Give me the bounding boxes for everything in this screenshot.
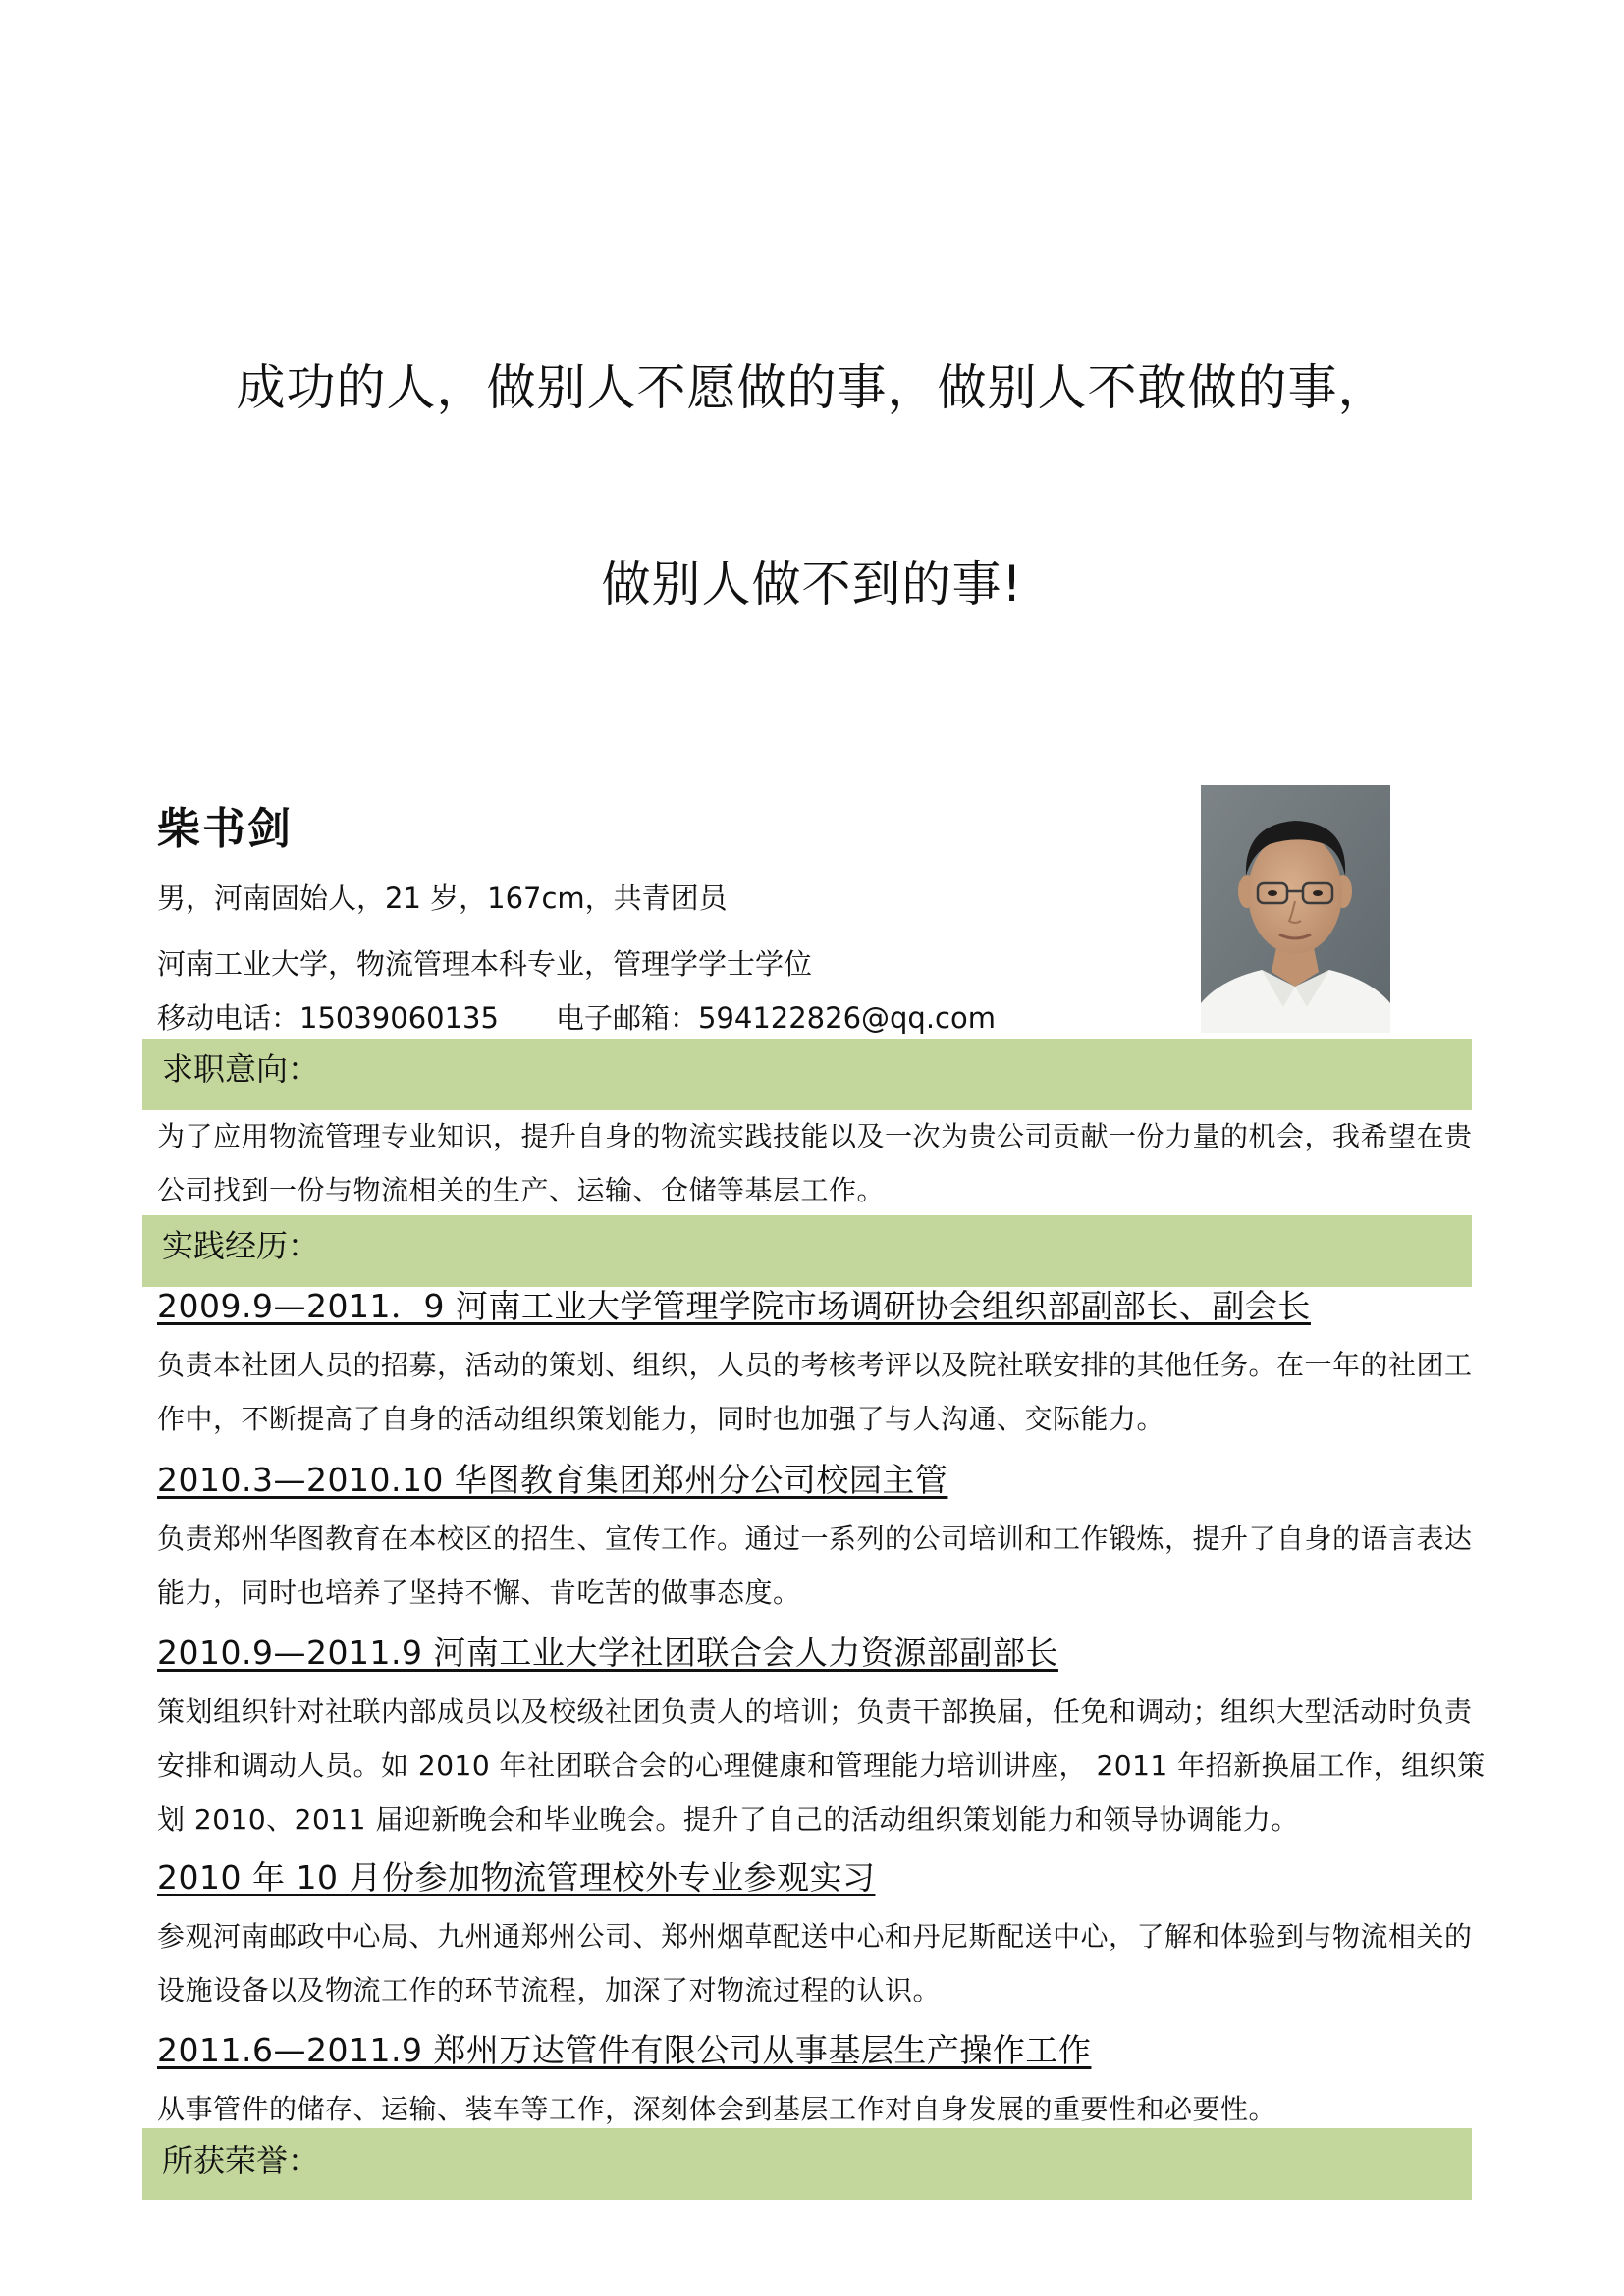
experience-heading-3: 2010.9—2011.9 河南工业大学社团联合会人力资源部副部长 xyxy=(157,1633,1058,1672)
section-header-experience: 实践经历： xyxy=(142,1215,1472,1287)
motto-line-2: 做别人做不到的事! xyxy=(601,556,1023,613)
phone-number: 移动电话：15039060135 xyxy=(157,1001,499,1035)
education-info: 河南工业大学，物流管理本科专业，管理学学士学位 xyxy=(157,947,813,981)
candidate-name: 柴书剑 xyxy=(157,804,293,854)
motto-line-1: 成功的人，做别人不愿做的事，做别人不敢做的事， xyxy=(236,359,1388,416)
objective-text: 为了应用物流管理专业知识，提升自身的物流实践技能以及一次为贵公司贡献一份力量的机会，我希望在贵公司找到一份与物流相关的生产、运输、仓储等基层工作。 xyxy=(157,1120,1473,1206)
experience-text-5: 从事管件的储存、运输、装车等工作，深刻体会到基层工作对自身发展的重要性和必要性。 xyxy=(157,2093,1277,2125)
experience-text-2: 负责郑州华图教育在本校区的招生、宣传工作。通过一系列的公司培训和工作锻炼，提升了自身的语言表达能力，同时也培养了坚持不懈、肯吃苦的做事态度。 xyxy=(157,1522,1473,1609)
experience-text-3: 策划组织针对社联内部成员以及校级社团负责人的培训；负责干部换届，任免和调动；组织大型活动时负责安排和调动人员。如 2010 年社团联合会的心理健康和管理能力培训讲座， 2011 年招新换届工作，组织策划 2010、2011 届迎新晚会和毕业晚会。提升了自己的活动组织策划能力和领导协调能力。 xyxy=(157,1695,1486,1836)
experience-heading-1: 2009.9—2011．9 河南工业大学管理学院市场调研协会组织部副部长、副会长 xyxy=(157,1287,1311,1325)
experience-heading-2: 2010.3—2010.10 华图教育集团郑州分公司校园主管 xyxy=(157,1461,948,1499)
photo-frame xyxy=(1181,785,1407,1042)
section-header-honors: 所获荣誉： xyxy=(142,2128,1472,2200)
email-address: 电子邮箱：594122826@qq.com xyxy=(555,1001,996,1035)
portrait-photo xyxy=(1201,785,1390,1033)
section-header-objective: 求职意向： xyxy=(142,1039,1472,1110)
experience-text-4: 参观河南邮政中心局、九州通郑州公司、郑州烟草配送中心和丹尼斯配送中心，了解和体验到与物流相关的设施设备以及物流工作的环节流程，加深了对物流过程的认识。 xyxy=(157,1920,1473,2006)
experience-heading-4: 2010 年 10 月份参加物流管理校外专业参观实习 xyxy=(157,1858,876,1896)
contact-info xyxy=(157,996,996,1037)
basic-info: 男，河南固始人，21 岁，167cm，共青团员 xyxy=(157,881,728,915)
experience-text-1: 负责本社团人员的招募，活动的策划、组织，人员的考核考评以及院社联安排的其他任务。在一年的社团工作中，不断提高了自身的活动组织策划能力，同时也加强了与人沟通、交际能力。 xyxy=(157,1349,1473,1435)
experience-heading-5: 2011.6—2011.9 郑州万达管件有限公司从事基层生产操作工作 xyxy=(157,2031,1092,2069)
